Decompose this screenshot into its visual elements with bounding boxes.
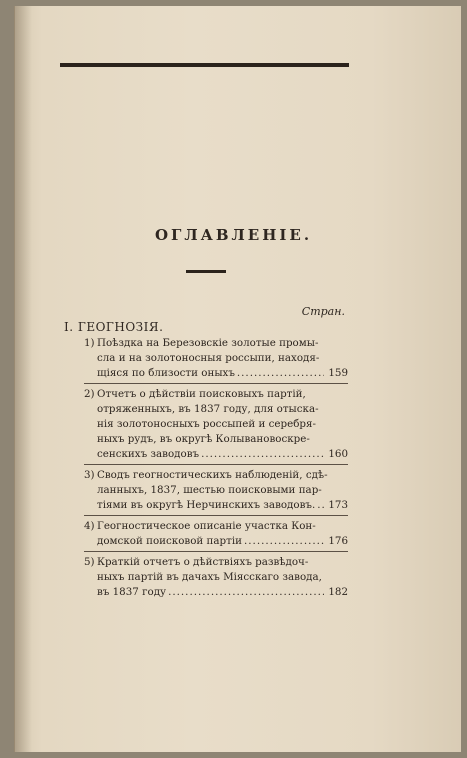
- toc-entry: [84, 336, 348, 381]
- entry-line: щіяся по близости оныхъ: [97, 367, 235, 379]
- page-number: 159: [328, 367, 348, 379]
- toc-entry: [84, 387, 348, 462]
- entry-number: 1): [84, 337, 95, 349]
- dot-leader: [317, 498, 324, 513]
- entry-line: сенскихъ заводовъ: [97, 448, 200, 460]
- entry-line: ныхъ партій въ дачахъ Міясскаго завода,: [97, 571, 322, 583]
- toc-entry: [84, 555, 348, 600]
- title-rule: [186, 270, 226, 273]
- entry-line: домской поисковой партіи: [97, 535, 242, 547]
- entry-line: Краткій отчетъ о дѣйствіяхъ развѣдоч-: [97, 556, 309, 568]
- entry-line: Поѣздка на Березовскіе золотые промы-: [97, 337, 319, 349]
- entry-number: 2): [84, 388, 95, 400]
- entry-line: сла и на золотоносныя россыпи, находя-: [97, 352, 320, 364]
- page-title: ОГЛАВЛЕНІЕ.: [154, 226, 313, 244]
- entry-line: тіями въ округѣ Нерчинскихъ заводовъ.: [97, 499, 316, 511]
- page-number: 182: [328, 586, 348, 598]
- entry-number: 5): [84, 556, 95, 568]
- page-number: 176: [328, 535, 348, 547]
- toc-entry: [84, 519, 348, 549]
- dot-leader: [168, 585, 324, 600]
- entry-line: ланныхъ, 1837, шестью поисковыми пар-: [97, 484, 322, 496]
- entry-number: 3): [84, 469, 95, 481]
- entry-line: ныхъ рудъ, въ округѣ Колывановоскре-: [97, 433, 310, 445]
- toc-list: [84, 336, 348, 602]
- entry-number: 4): [84, 520, 95, 532]
- dot-leader: [201, 447, 324, 462]
- entry-line: Геогностическое описаніе участка Кон-: [97, 520, 316, 532]
- entry-divider: [84, 464, 348, 465]
- entry-line: въ 1837 году: [97, 586, 167, 598]
- dot-leader: [244, 534, 324, 549]
- page-number: 160: [328, 448, 348, 460]
- entry-line: Сводъ геогностическихъ наблюденій, сдѣ-: [97, 469, 328, 481]
- top-rule: [60, 63, 349, 67]
- entry-line: отряженныхъ, въ 1837 году, для отыска-: [97, 403, 319, 415]
- page-number: 173: [328, 499, 348, 511]
- entry-divider: [84, 551, 348, 552]
- entry-divider: [84, 383, 348, 384]
- page-column-header: Стран.: [301, 305, 345, 318]
- spine-shadow: [14, 6, 32, 752]
- entry-line: нія золотоносныхъ россыпей и серебря-: [97, 418, 316, 430]
- dot-leader: [237, 366, 324, 381]
- entry-line: Отчетъ о дѣйствіи поисковыхъ партій,: [97, 388, 306, 400]
- entry-divider: [84, 515, 348, 516]
- toc-entry: [84, 468, 348, 513]
- section-heading: I. ГЕОГНОЗІЯ.: [64, 320, 164, 334]
